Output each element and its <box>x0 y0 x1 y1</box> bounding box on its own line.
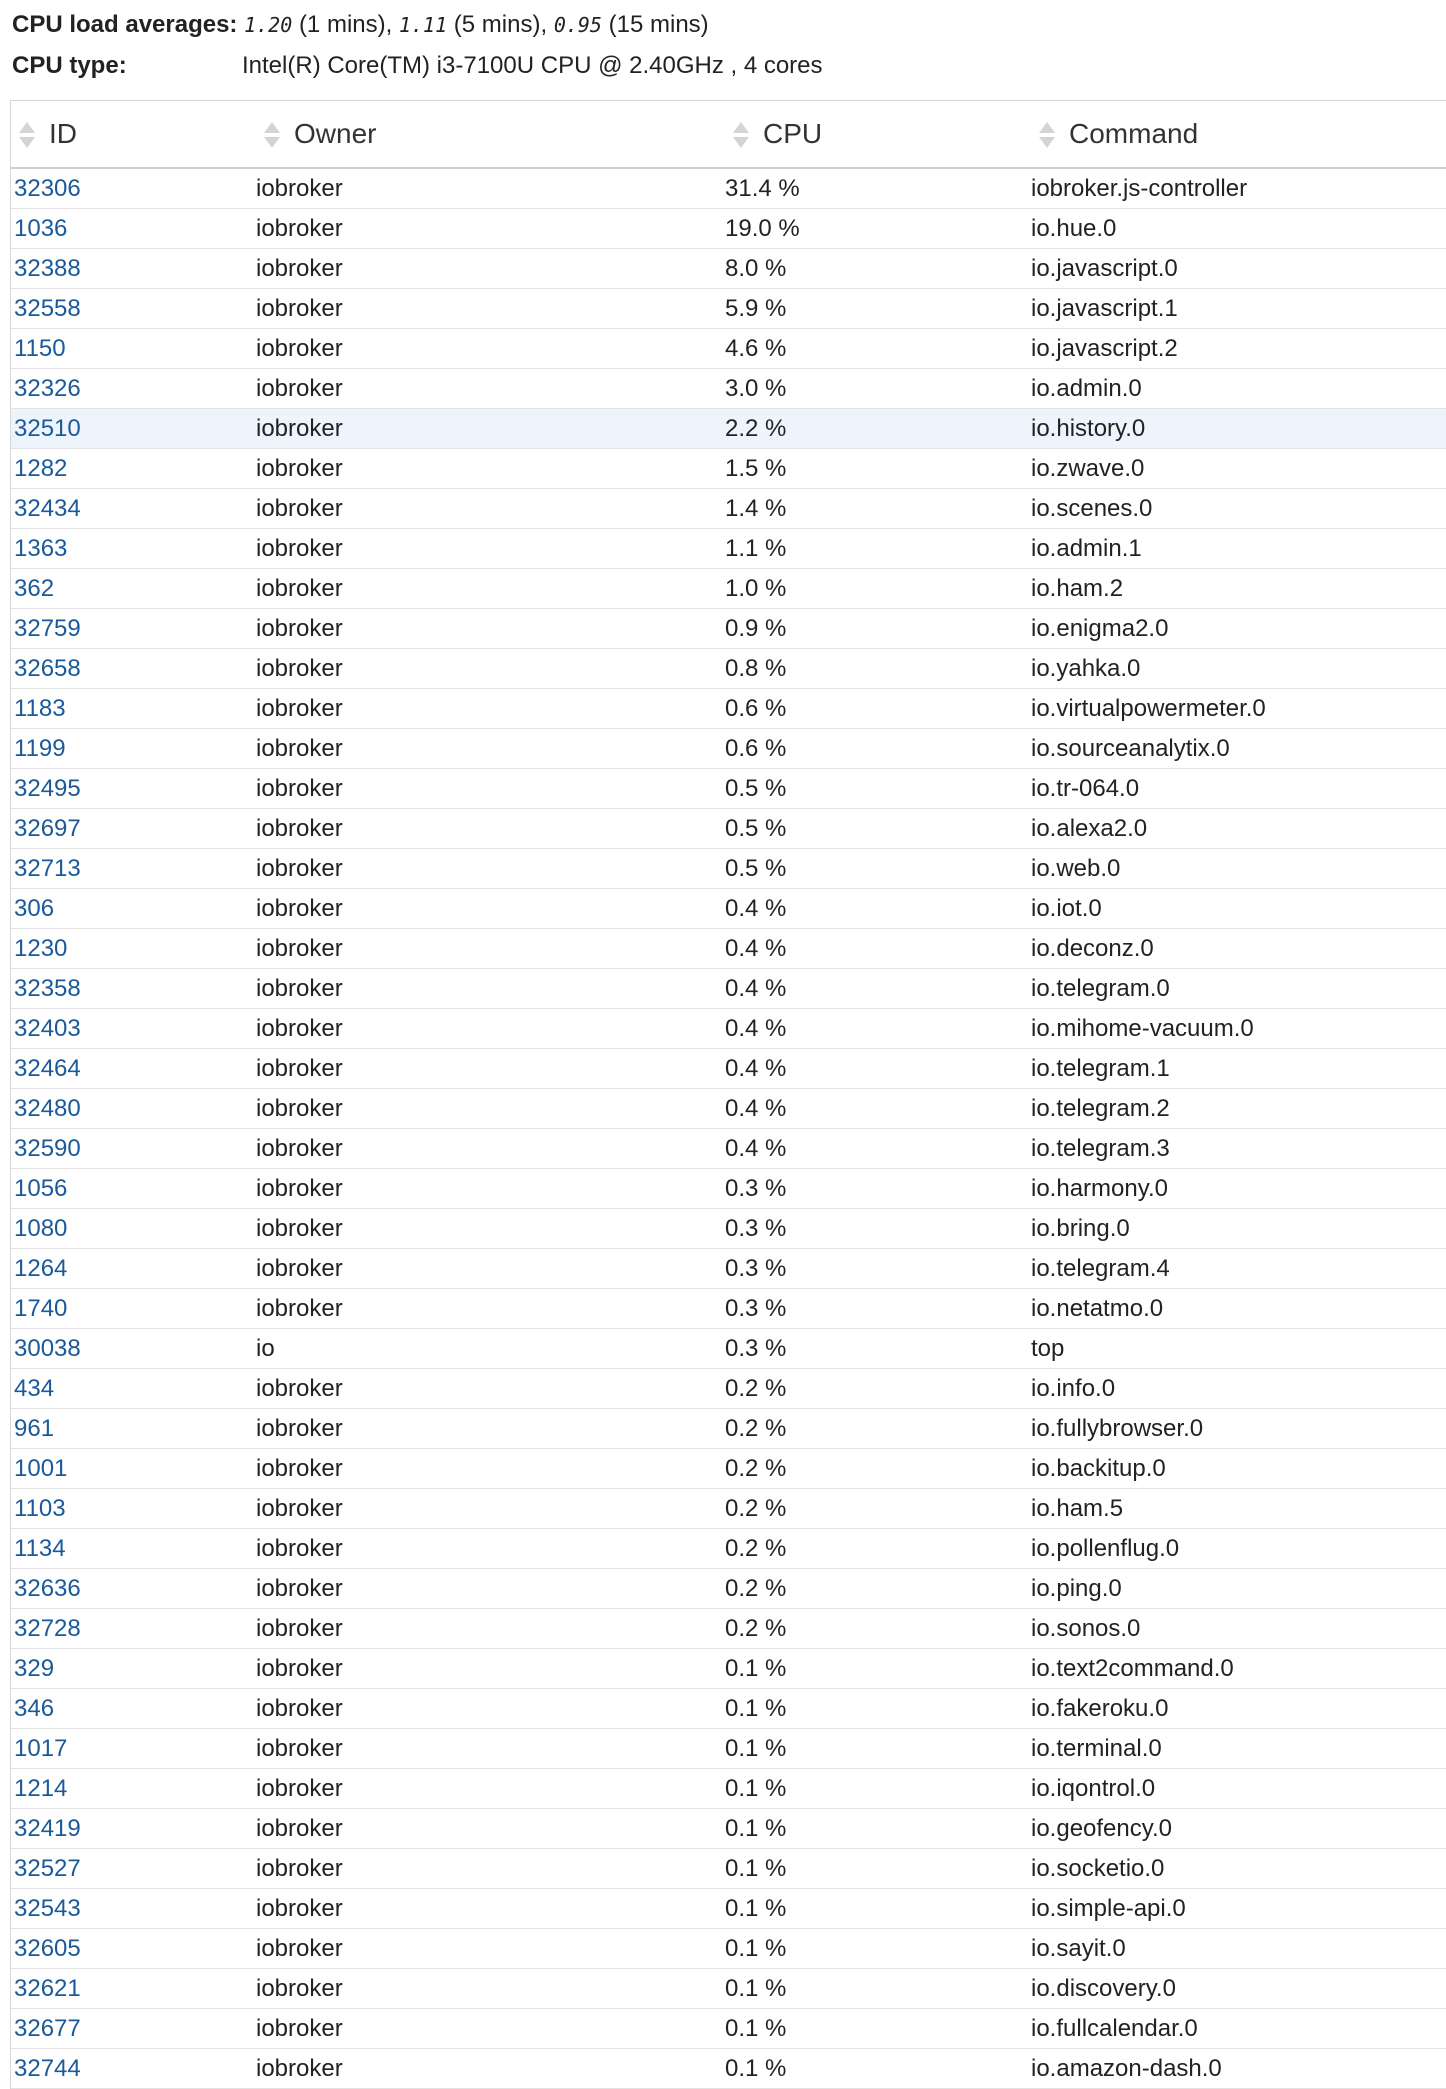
process-id-link[interactable]: 32419 <box>11 1809 256 1849</box>
load-5min-period: (5 mins) <box>453 11 541 38</box>
process-cpu: 1.0 % <box>725 569 1031 609</box>
sort-icon <box>17 120 35 150</box>
table-row <box>11 689 1446 729</box>
process-table-container <box>10 100 1446 2089</box>
process-command: io.scenes.0 <box>1031 489 1446 529</box>
process-command: io.info.0 <box>1031 1369 1446 1409</box>
process-command: io.geofency.0 <box>1031 1809 1446 1849</box>
process-command: io.javascript.1 <box>1031 289 1446 329</box>
process-cpu: 31.4 % <box>725 168 1031 209</box>
process-command: io.backitup.0 <box>1031 1449 1446 1489</box>
process-id-link[interactable]: 32326 <box>11 369 256 409</box>
table-row <box>11 929 1446 969</box>
process-table <box>11 100 1446 2089</box>
table-row <box>11 1369 1446 1409</box>
process-owner: iobroker <box>256 1209 725 1249</box>
process-id-link[interactable]: 32480 <box>11 1089 256 1129</box>
process-command: io.amazon-dash.0 <box>1031 2049 1446 2089</box>
process-cpu: 0.3 % <box>725 1169 1031 1209</box>
table-row <box>11 1609 1446 1649</box>
process-id-link[interactable]: 32527 <box>11 1849 256 1889</box>
column-header-cpu[interactable] <box>725 101 1031 169</box>
process-command: io.ham.5 <box>1031 1489 1446 1529</box>
process-id-link[interactable]: 961 <box>11 1409 256 1449</box>
process-cpu: 0.4 % <box>725 1089 1031 1129</box>
process-owner: iobroker <box>256 2049 725 2089</box>
process-command: io.bring.0 <box>1031 1209 1446 1249</box>
table-row <box>11 1129 1446 1169</box>
process-cpu: 0.5 % <box>725 769 1031 809</box>
process-id-link[interactable]: 32464 <box>11 1049 256 1089</box>
process-owner: iobroker <box>256 1249 725 1289</box>
sort-icon <box>1037 120 1055 150</box>
column-header-command[interactable] <box>1031 101 1446 169</box>
process-owner: iobroker <box>256 1289 725 1329</box>
process-owner: iobroker <box>256 449 725 489</box>
process-owner: iobroker <box>256 1409 725 1449</box>
process-owner: iobroker <box>256 209 725 249</box>
process-cpu: 0.9 % <box>725 609 1031 649</box>
process-command: io.telegram.3 <box>1031 1129 1446 1169</box>
process-id-link[interactable]: 32434 <box>11 489 256 529</box>
process-owner: iobroker <box>256 369 725 409</box>
process-command: io.sayit.0 <box>1031 1929 1446 1969</box>
process-owner: iobroker <box>256 1929 725 1969</box>
process-cpu: 0.6 % <box>725 729 1031 769</box>
process-owner: iobroker <box>256 1889 725 1929</box>
process-command: io.zwave.0 <box>1031 449 1446 489</box>
table-row <box>11 609 1446 649</box>
process-command: io.simple-api.0 <box>1031 1889 1446 1929</box>
process-id-link[interactable]: 306 <box>11 889 256 929</box>
cpu-load-label: CPU load averages: <box>12 11 238 38</box>
process-owner: iobroker <box>256 489 725 529</box>
table-row <box>11 1449 1446 1489</box>
process-owner: iobroker <box>256 289 725 329</box>
table-row <box>11 1009 1446 1049</box>
process-command: io.iqontrol.0 <box>1031 1769 1446 1809</box>
process-command: io.javascript.2 <box>1031 329 1446 369</box>
process-command: io.fullcalendar.0 <box>1031 2009 1446 2049</box>
process-owner: iobroker <box>256 809 725 849</box>
process-command: io.sourceanalytix.0 <box>1031 729 1446 769</box>
table-row <box>11 809 1446 849</box>
table-row <box>11 2049 1446 2089</box>
process-cpu: 0.2 % <box>725 1609 1031 1649</box>
process-cpu: 1.1 % <box>725 529 1031 569</box>
process-owner: iobroker <box>256 969 725 1009</box>
table-row <box>11 1329 1446 1369</box>
process-cpu: 0.1 % <box>725 1769 1031 1809</box>
process-cpu: 0.3 % <box>725 1249 1031 1289</box>
process-cpu: 0.6 % <box>725 689 1031 729</box>
process-command: io.terminal.0 <box>1031 1729 1446 1769</box>
table-row <box>11 168 1446 209</box>
table-row <box>11 1969 1446 2009</box>
table-row <box>11 409 1446 449</box>
column-header-label: Owner <box>294 117 377 149</box>
process-id-link[interactable]: 32677 <box>11 2009 256 2049</box>
process-owner: iobroker <box>256 2009 725 2049</box>
process-cpu: 3.0 % <box>725 369 1031 409</box>
process-command: io.telegram.4 <box>1031 1249 1446 1289</box>
load-separator: , <box>540 11 548 38</box>
process-id-link[interactable]: 1150 <box>11 329 256 369</box>
table-row <box>11 729 1446 769</box>
process-owner: iobroker <box>256 1449 725 1489</box>
process-command: io.pollenflug.0 <box>1031 1529 1446 1569</box>
process-id-link[interactable]: 32713 <box>11 849 256 889</box>
cpu-type <box>12 51 823 81</box>
table-row <box>11 529 1446 569</box>
process-command: io.ham.2 <box>1031 569 1446 609</box>
process-id-link[interactable]: 1199 <box>11 729 256 769</box>
process-owner: iobroker <box>256 329 725 369</box>
process-cpu: 0.4 % <box>725 969 1031 1009</box>
process-command: io.alexa2.0 <box>1031 809 1446 849</box>
process-id-link[interactable]: 1363 <box>11 529 256 569</box>
process-cpu: 1.5 % <box>725 449 1031 489</box>
process-owner: iobroker <box>256 168 725 209</box>
process-cpu: 0.4 % <box>725 1049 1031 1089</box>
process-owner: iobroker <box>256 529 725 569</box>
process-id-link[interactable]: 32495 <box>11 769 256 809</box>
table-row <box>11 1409 1446 1449</box>
table-row <box>11 329 1446 369</box>
process-command: io.telegram.2 <box>1031 1089 1446 1129</box>
table-row <box>11 1529 1446 1569</box>
table-row <box>11 1929 1446 1969</box>
process-command: io.hue.0 <box>1031 209 1446 249</box>
process-cpu: 0.2 % <box>725 1409 1031 1449</box>
process-owner: iobroker <box>256 1169 725 1209</box>
process-owner: iobroker <box>256 889 725 929</box>
process-owner: iobroker <box>256 769 725 809</box>
sort-icon <box>731 120 749 150</box>
process-id-link[interactable]: 1056 <box>11 1169 256 1209</box>
process-owner: iobroker <box>256 1009 725 1049</box>
process-id-link[interactable]: 1036 <box>11 209 256 249</box>
table-row <box>11 449 1446 489</box>
table-row <box>11 649 1446 689</box>
table-row <box>11 769 1446 809</box>
process-cpu: 0.2 % <box>725 1369 1031 1409</box>
process-command: io.iot.0 <box>1031 889 1446 929</box>
process-id-link[interactable]: 1134 <box>11 1529 256 1569</box>
table-row <box>11 1249 1446 1289</box>
process-command: io.history.0 <box>1031 409 1446 449</box>
process-owner: iobroker <box>256 849 725 889</box>
table-row <box>11 1209 1446 1249</box>
table-row <box>11 209 1446 249</box>
table-row <box>11 1849 1446 1889</box>
process-id-link[interactable]: 362 <box>11 569 256 609</box>
process-cpu: 0.4 % <box>725 929 1031 969</box>
process-id-link[interactable]: 32636 <box>11 1569 256 1609</box>
process-command: io.telegram.1 <box>1031 1049 1446 1089</box>
process-owner: iobroker <box>256 1649 725 1689</box>
process-owner: iobroker <box>256 1049 725 1089</box>
process-id-link[interactable]: 1740 <box>11 1289 256 1329</box>
load-separator: , <box>385 11 393 38</box>
process-cpu: 5.9 % <box>725 289 1031 329</box>
process-owner: iobroker <box>256 1569 725 1609</box>
process-command: io.fakeroku.0 <box>1031 1689 1446 1729</box>
process-id-link[interactable]: 1264 <box>11 1249 256 1289</box>
process-owner: iobroker <box>256 569 725 609</box>
process-cpu: 0.4 % <box>725 889 1031 929</box>
process-command: io.sonos.0 <box>1031 1609 1446 1649</box>
process-owner: iobroker <box>256 689 725 729</box>
process-id-link[interactable]: 346 <box>11 1689 256 1729</box>
process-id-link[interactable]: 1282 <box>11 449 256 489</box>
process-owner: iobroker <box>256 409 725 449</box>
process-id-link[interactable]: 1183 <box>11 689 256 729</box>
process-cpu: 0.1 % <box>725 1889 1031 1929</box>
process-owner: iobroker <box>256 609 725 649</box>
process-command: io.enigma2.0 <box>1031 609 1446 649</box>
process-owner: iobroker <box>256 1849 725 1889</box>
table-row <box>11 369 1446 409</box>
process-owner: iobroker <box>256 1089 725 1129</box>
process-id-link[interactable]: 32658 <box>11 649 256 689</box>
process-id-link[interactable]: 1080 <box>11 1209 256 1249</box>
process-cpu: 0.4 % <box>725 1009 1031 1049</box>
process-cpu: 0.8 % <box>725 649 1031 689</box>
column-header-label: CPU <box>763 117 823 149</box>
process-cpu: 0.1 % <box>725 1969 1031 2009</box>
process-id-link[interactable]: 32558 <box>11 289 256 329</box>
process-cpu: 0.1 % <box>725 1689 1031 1729</box>
load-15min-period: (15 mins) <box>608 11 709 38</box>
process-cpu: 2.2 % <box>725 409 1031 449</box>
column-header-owner[interactable] <box>256 101 725 169</box>
table-row <box>11 969 1446 1009</box>
process-owner: io <box>256 1329 725 1369</box>
process-owner: iobroker <box>256 729 725 769</box>
process-owner: iobroker <box>256 249 725 289</box>
process-cpu: 0.3 % <box>725 1289 1031 1329</box>
process-owner: iobroker <box>256 929 725 969</box>
table-row <box>11 569 1446 609</box>
process-command: io.tr-064.0 <box>1031 769 1446 809</box>
process-command: io.javascript.0 <box>1031 249 1446 289</box>
process-owner: iobroker <box>256 1129 725 1169</box>
load-15min-value: 0.95 <box>553 13 602 37</box>
table-row <box>11 2009 1446 2049</box>
load-1min-period: (1 mins) <box>298 11 386 38</box>
process-cpu: 8.0 % <box>725 249 1031 289</box>
process-cpu: 0.3 % <box>725 1329 1031 1369</box>
process-id-link[interactable]: 32759 <box>11 609 256 649</box>
process-id-link[interactable]: 1001 <box>11 1449 256 1489</box>
load-5min-value: 1.11 <box>398 13 448 37</box>
process-id-link[interactable]: 32621 <box>11 1969 256 2009</box>
process-id-link[interactable]: 329 <box>11 1649 256 1689</box>
process-cpu: 0.2 % <box>725 1569 1031 1609</box>
process-id-link[interactable]: 32306 <box>11 168 256 209</box>
process-owner: iobroker <box>256 1769 725 1809</box>
process-cpu: 1.4 % <box>725 489 1031 529</box>
process-owner: iobroker <box>256 1369 725 1409</box>
table-row <box>11 1889 1446 1929</box>
process-cpu: 19.0 % <box>725 209 1031 249</box>
process-command: io.virtualpowermeter.0 <box>1031 689 1446 729</box>
process-cpu: 0.2 % <box>725 1529 1031 1569</box>
process-id-link[interactable]: 32543 <box>11 1889 256 1929</box>
table-row <box>11 1049 1446 1089</box>
process-id-link[interactable]: 30038 <box>11 1329 256 1369</box>
process-command: io.mihome-vacuum.0 <box>1031 1009 1446 1049</box>
cpu-load-averages <box>12 10 709 40</box>
process-cpu: 0.5 % <box>725 849 1031 889</box>
process-cpu: 0.1 % <box>725 1809 1031 1849</box>
column-header-label: ID <box>49 117 77 149</box>
process-table-body <box>11 168 1446 2089</box>
process-id-link[interactable]: 1230 <box>11 929 256 969</box>
table-row <box>11 1089 1446 1129</box>
process-id-link[interactable]: 32358 <box>11 969 256 1009</box>
table-row <box>11 889 1446 929</box>
table-row <box>11 1689 1446 1729</box>
process-cpu: 4.6 % <box>725 329 1031 369</box>
process-id-link[interactable]: 32590 <box>11 1129 256 1169</box>
process-command: io.deconz.0 <box>1031 929 1446 969</box>
process-command: io.netatmo.0 <box>1031 1289 1446 1329</box>
process-cpu: 0.1 % <box>725 1929 1031 1969</box>
table-row <box>11 1649 1446 1689</box>
process-cpu: 0.3 % <box>725 1209 1031 1249</box>
process-id-link[interactable]: 32388 <box>11 249 256 289</box>
process-cpu: 0.1 % <box>725 1649 1031 1689</box>
process-id-link[interactable]: 32605 <box>11 1929 256 1969</box>
table-row <box>11 1809 1446 1849</box>
process-owner: iobroker <box>256 1809 725 1849</box>
process-owner: iobroker <box>256 1609 725 1649</box>
process-id-link[interactable]: 1103 <box>11 1489 256 1529</box>
process-owner: iobroker <box>256 1489 725 1529</box>
process-cpu: 0.2 % <box>725 1449 1031 1489</box>
cpu-type-value: Intel(R) Core(TM) i3-7100U CPU @ 2.40GHz , 4 cores <box>242 52 823 79</box>
process-id-link[interactable]: 1017 <box>11 1729 256 1769</box>
process-owner: iobroker <box>256 1689 725 1729</box>
process-id-link[interactable]: 32403 <box>11 1009 256 1049</box>
process-cpu: 0.1 % <box>725 2009 1031 2049</box>
process-command: io.telegram.0 <box>1031 969 1446 1009</box>
table-row <box>11 1729 1446 1769</box>
load-1min-value: 1.20 <box>244 13 293 37</box>
process-command: io.socketio.0 <box>1031 1849 1446 1889</box>
sort-icon <box>262 120 280 150</box>
table-row <box>11 1289 1446 1329</box>
column-header-label: Command <box>1069 117 1199 149</box>
process-id-link[interactable]: 434 <box>11 1369 256 1409</box>
process-command: io.text2command.0 <box>1031 1649 1446 1689</box>
table-row <box>11 1169 1446 1209</box>
table-row <box>11 289 1446 329</box>
process-cpu: 0.1 % <box>725 2049 1031 2089</box>
process-command: top <box>1031 1329 1446 1369</box>
process-command: io.fullybrowser.0 <box>1031 1409 1446 1449</box>
table-row <box>11 249 1446 289</box>
process-cpu: 0.1 % <box>725 1729 1031 1769</box>
process-owner: iobroker <box>256 1529 725 1569</box>
table-row <box>11 1769 1446 1809</box>
table-row <box>11 1489 1446 1529</box>
cpu-type-label: CPU type: <box>12 52 127 79</box>
process-cpu: 0.5 % <box>725 809 1031 849</box>
process-id-link[interactable]: 32510 <box>11 409 256 449</box>
process-id-link[interactable]: 32697 <box>11 809 256 849</box>
process-owner: iobroker <box>256 1969 725 2009</box>
process-cpu: 0.1 % <box>725 1849 1031 1889</box>
process-id-link[interactable]: 32744 <box>11 2049 256 2089</box>
table-row <box>11 849 1446 889</box>
process-command: io.discovery.0 <box>1031 1969 1446 2009</box>
process-owner: iobroker <box>256 649 725 689</box>
process-command: io.web.0 <box>1031 849 1446 889</box>
table-row <box>11 489 1446 529</box>
table-header-row <box>11 101 1446 169</box>
process-id-link[interactable]: 1214 <box>11 1769 256 1809</box>
table-row <box>11 1569 1446 1609</box>
column-header-id[interactable] <box>11 101 256 169</box>
process-command: io.harmony.0 <box>1031 1169 1446 1209</box>
process-command: io.yahka.0 <box>1031 649 1446 689</box>
process-id-link[interactable]: 32728 <box>11 1609 256 1649</box>
process-command: iobroker.js-controller <box>1031 168 1446 209</box>
process-command: io.ping.0 <box>1031 1569 1446 1609</box>
process-owner: iobroker <box>256 1729 725 1769</box>
process-cpu: 0.4 % <box>725 1129 1031 1169</box>
process-cpu: 0.2 % <box>725 1489 1031 1529</box>
process-command: io.admin.1 <box>1031 529 1446 569</box>
process-command: io.admin.0 <box>1031 369 1446 409</box>
